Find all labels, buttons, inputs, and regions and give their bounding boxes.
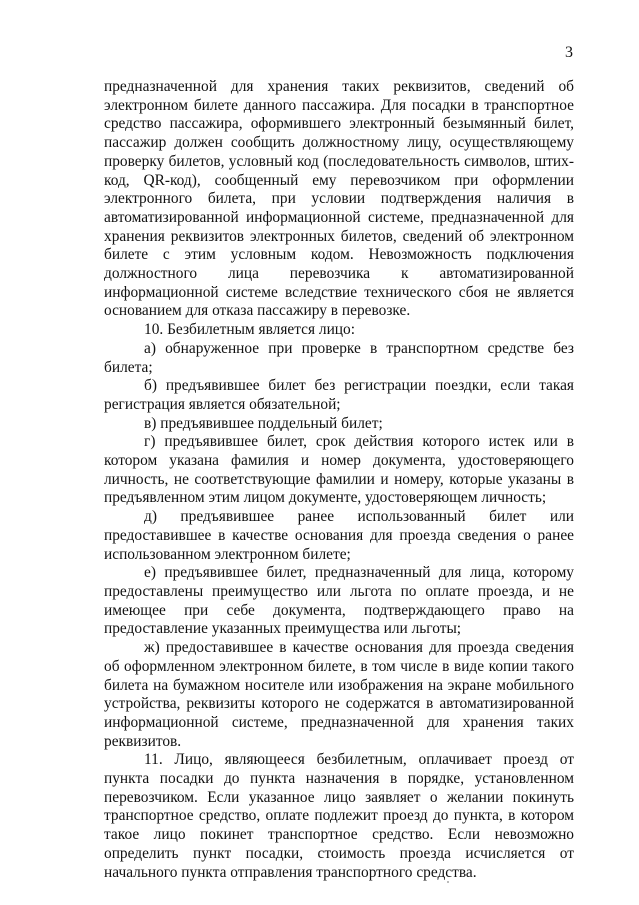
paragraph-item-d: д) предъявившее ранее использованный билет или предоставившее в качестве основания для проезда сведения о ранее использованном электронном билете;: [104, 508, 574, 563]
document-body: [104, 78, 574, 882]
paragraph-item-b: б) предъявившее билет без регистрации поездки, если такая регистрация является обязательной;: [104, 377, 574, 413]
paragraph-clause-10: 10. Безбилетным является лицо:: [144, 321, 356, 339]
paragraph-item-v: в) предъявившее поддельный билет;: [144, 414, 383, 432]
paragraph-item-zh: ж) предоставившее в качестве основания для проезда сведения об оформленном электронном билете, в том числе в виде копии такого билета на бумажном носителе или изображения на экране мобильного устройства, реквизиты которого не содержатся в автоматизированной информационной системе, предназначенной для хранения таких реквизитов.: [104, 639, 574, 750]
page-number: 3: [565, 44, 573, 61]
paragraph-clause-11: 11. Лицо, являющееся безбилетным, оплачивает проезд от пункта посадки до пункта назначения в порядке, установленном перевозчиком. Если указанное лицо заявляет о желании покинуть транспортное средство, оплате подлежит проезд до пункта, в котором такое лицо покинет транспортное средство. Если невозможно определить пункт посадки, стоимость проезда исчисляется от начального пункта отправления транспортного средства.: [104, 751, 574, 881]
paragraph-item-a: а) обнаруженное при проверке в транспортном средстве без билета;: [104, 339, 574, 376]
paragraph-item-e: е) предъявившее билет, предназначенный для лица, которому предоставлены преимущество или льгота по оплате проезда, и не имеющее при себе документа, подтверждающего право на предоставление указанных преимущества или льготы;: [104, 564, 574, 638]
scan-dot: [447, 881, 449, 883]
paragraph-continuation: предназначенной для хранения таких реквизитов, сведений об электронном билете данного пассажира. Для посадки в транспортное средство пассажира, оформившего электронный безымянный билет, пассажир должен сообщить должностному лицу, осуществляющему проверку билетов, условный код (последовательность символов, штих-код, QR-код), сообщенный ему перевозчиком при оформлении электронного билета, при условии подтверждения наличия в автоматизированной информационной системе, предназначенной для хранения реквизитов электронных билетов, сведений об электронном билете с этим условным кодом. Невозможность подключения должностного лица перевозчика к автоматизированной информационной системе вследствие технического сбоя не является основанием для отказа пассажиру в перевозке.: [104, 78, 574, 320]
paragraph-item-g: г) предъявившее билет, срок действия которого истек или в котором указана фамилия и номер документа, удостоверяющего личность, не соответствующие фамилии и номеру, которые указаны в предъявленном этим лицом документе, удостоверяющем личность;: [104, 433, 574, 507]
